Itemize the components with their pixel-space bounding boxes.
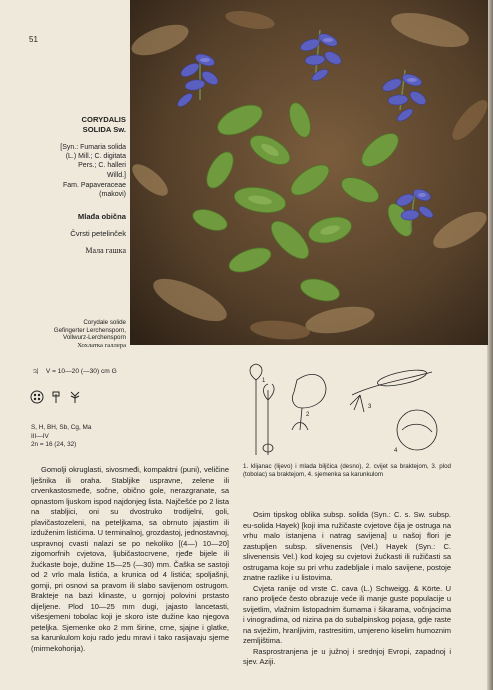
tuber-icon [30, 390, 44, 409]
species-epithet: SOLIDA Sw. [82, 125, 126, 134]
page-number: 51 [29, 35, 38, 44]
figure-label: 2 [306, 412, 310, 418]
corydalis-photo-illustration [130, 0, 488, 345]
species-notes [243, 510, 451, 668]
paragraph-range: Rasprostranjena je u južnoj i srednjoj Evropi, zapadnoj i sjev. Aziji. [243, 646, 451, 666]
regions: S, H, BH, Sb, Cg, Ma [31, 424, 92, 431]
figure-label: 4 [394, 448, 398, 454]
botanical-figure [242, 360, 452, 460]
species-synonyms [20, 143, 126, 180]
name-slovenian: Čvrsti petelinček [70, 229, 126, 238]
name-french: Corydale solide [83, 319, 126, 326]
height-range: V = 10—20 (—30) cm G [45, 368, 117, 375]
life-form-formula [31, 364, 117, 378]
distribution-data [31, 424, 91, 450]
name-german: Vollwurz-Lerchensporn [63, 334, 126, 342]
plant-icon [68, 390, 82, 409]
foreign-names [20, 319, 126, 349]
paragraph-subspecies: Osim tipskog oblika subsp. solida (Syn.: C. s. Sw. subsp. eu-solida Hayek) [koji ima ružičaste cvjetove čija je ostruga na vrhu malo istanjena i natrag savijena] u našoj flori je zastupljen subsp. slivenensis (Vel.) Hayek (Syn.: C. slivenensis Vel.) kod kojeg su cvjetovi žućkasti ili ružičasti sa ostrugama koje su pri vrhu zadebljale i malo savijene, postoje znatne razlike i u listovima. [243, 510, 451, 582]
perennial-symbol: ♃ [31, 364, 40, 378]
name-russian: Хохлатка галлера [77, 341, 126, 349]
morphology-icons [30, 390, 82, 409]
vernacular-names [20, 212, 126, 256]
name-macedonian: Мала гашка [85, 246, 126, 255]
name-croatian: Mlađa obična [77, 212, 126, 221]
flower-icon [50, 390, 62, 409]
synonym-line: Willd.] [106, 171, 126, 179]
figure-label: 1 [262, 378, 266, 384]
flowering-months: III—IV [31, 432, 49, 440]
plant-photograph [130, 0, 488, 345]
family-common-name: (makovi) [99, 191, 126, 199]
synonym-line: [Syn.: Fumaria solida [60, 144, 126, 151]
species-latin-name [20, 115, 126, 135]
name-german: Gefingerter Lerchensporn, [53, 326, 126, 334]
genus-name: CORYDALIS [81, 115, 126, 124]
synonym-line: Pers.; C. halleri [78, 162, 126, 170]
plant-family [20, 181, 126, 199]
family-name: Fam. Papaveraceae [62, 182, 126, 189]
synonym-line: (L.) Mill.; C. digitata [65, 153, 126, 161]
species-description: Gomolji okruglasti, sivosmeđi, kompaktni (puni), veličine lješnika ili oraha. Stabljike uspravne, zelene ili crvenkastosmeđe, sočne, obično gole, nerazgranate, sa opnastom ljuskom ispod najdonjeg lista. Najčešće po 2 lista na stabljici, oni su dvostruko trodijelni, goli, plavičastozeleni, na peteljkama, sa obrnuto jajastim ili izduženim listićima. U terminalnoj, grozdastoj, jednostavnoj, uspravnoj cvasti nalazi se po nekoliko [(4—) 10—20] zigomorfnih cvjetova, ljubičastocrvene, rjeđe bijele ili žućkaste boje, dužine 15—25 (—30) mm. Čaška se sastoji od 2 vrlo mala listića, a krunica od 4 listića; spoljašnji, gornji, pri osnovi sa pravom ili slabo savijenom ostrugom. Brakteje na bazi klinaste, u gornjoj polovini prstasto dijeljene. Plod 10—25 mm dugi, jajasto lancetasti, višesjemeni tobolac koji je skoro iste dužine kao njegova peteljka. Sjemenke oko 2 mm širine, crne, sjajne i glatke, sa karunkulom koju rado jedu mravi i tako rasijavaju sjeme (mirmekohorija). [31, 465, 230, 653]
figure-label: 3 [368, 404, 372, 410]
chromosome-number: 2n = 16 (24, 32) [31, 441, 77, 449]
paragraph-habitat: Cvjeta ranije od vrste C. cava (L.) Schweigg. & Körte. U rano proljeće često obrazuje veće ili manje guste populacije u svijetlim, vlažnim listopadnim šumama i šikarama, vočnjacima i vinogradima, od nizina pa do subalpinskog pojasa, gdje raste na svježim, hranljivim, rastresitim, umjereno kiselim humoznim zemljištima. [243, 583, 451, 645]
figure-caption: 1. klijanac (lijevo) i mlada biljčica (desno), 2. cvijet sa brakteјom, 3. plod (tobolac) sa brakteјom, 4. sjemenka sa karunkulom [243, 463, 451, 478]
